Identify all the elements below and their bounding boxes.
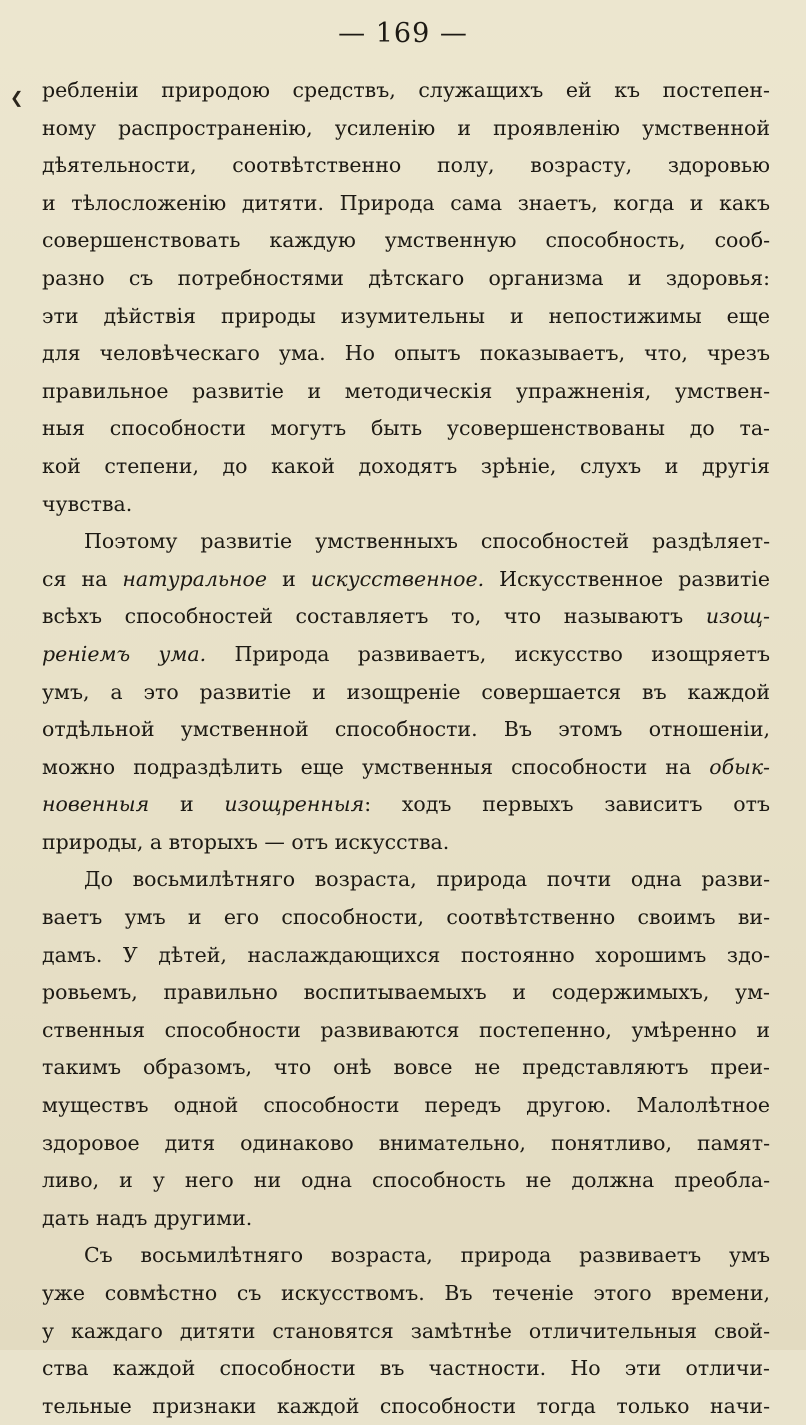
text-line: умъ, а это развитіе и изощреніе совершается въ каждой: [42, 679, 770, 704]
text-run: и: [149, 792, 225, 817]
text-line: ребленіи природою средствъ, служащихъ ей къ постепен-: [42, 78, 770, 102]
paragraph-start-line: Съ восьмилѣтняго возраста, природа развиваетъ умъ: [84, 1243, 770, 1268]
text-line: кой степени, до какой доходятъ зрѣніе, слухъ и другія: [42, 453, 770, 478]
text-line: такимъ образомъ, что онѣ вовсе не представляютъ преи-: [42, 1055, 770, 1080]
text-line: муществъ одной способности передъ другою. Малолѣтное: [42, 1093, 770, 1118]
page-number: — 169 —: [338, 18, 468, 49]
text-line: тельные признаки каждой способности тогда только начи-: [42, 1393, 770, 1418]
italic-term: новенныя: [42, 792, 150, 817]
text-line: правильное развитіе и методическія упражненія, умствен-: [42, 378, 770, 403]
body-text: [42, 72, 770, 1425]
text-line: отдѣльной умственной способности. Въ этомъ отношеніи,: [42, 717, 770, 742]
text-line: [42, 786, 770, 824]
text-run: Природа развиваетъ, искусство изощряетъ: [206, 641, 770, 666]
text-line: [42, 636, 770, 674]
paragraph-start-line: До восьмилѣтняго возраста, природа почти одна разви-: [84, 867, 770, 892]
text-line: у каждаго дитяти становятся замѣтнѣе отличительныя свой-: [42, 1318, 770, 1343]
text-line: природы, а вторыхъ — отъ искусства.: [42, 829, 450, 854]
text-line: ственныя способности развиваются постепенно, умѣренно и: [42, 1017, 770, 1042]
text-run: Искусственное развитіе: [484, 566, 770, 591]
text-run: и: [267, 566, 311, 591]
text-line: здоровое дитя одинаково внимательно, понятливо, памят-: [42, 1130, 770, 1155]
text-line: уже совмѣстно съ искусствомъ. Въ теченіе этого времени,: [42, 1281, 770, 1305]
text-line: дать надъ другими.: [42, 1205, 253, 1230]
text-line: [42, 598, 770, 636]
text-line: ному распространенію, усиленію и проявленію умственной: [42, 115, 770, 140]
text-line: [42, 749, 770, 787]
text-line: ровьемъ, правильно воспитываемыхъ и содержимыхъ, ум-: [42, 980, 770, 1005]
text-run: можно подраздѣлить еще умственныя способности на: [42, 754, 710, 779]
text-line: чувства.: [42, 491, 133, 516]
text-line: дамъ. У дѣтей, наслаждающихся постоянно хорошимъ здо-: [42, 942, 770, 967]
italic-term: реніемъ ума.: [42, 641, 207, 666]
italic-term: натуральное: [122, 566, 268, 591]
text-line: и тѣлосложенію дитяти. Природа сама знаетъ, когда и какъ: [42, 190, 770, 215]
text-line: разно съ потребностями дѣтскаго организма и здоровья:: [42, 265, 770, 290]
text-run: Поэтому развитіе умственныхъ способностей раздѣляет-: [84, 529, 770, 554]
italic-term: изощренныя: [224, 792, 365, 817]
text-line: эти дѣйствія природы изумительны и непостижимы еще: [42, 303, 770, 328]
italic-term: искусственное.: [310, 566, 485, 591]
text-line: ныя способности могутъ быть усовершенствованы до та-: [42, 416, 770, 441]
text-run: всѣхъ способностей составляетъ то, что называютъ: [42, 604, 706, 629]
italic-term: изощ-: [705, 604, 770, 629]
text-line: [42, 561, 770, 599]
text-line: для человѣческаго ума. Но опытъ показываетъ, что, чрезъ: [42, 341, 770, 366]
italic-term: обык-: [709, 754, 770, 779]
text-run: ся на: [42, 566, 123, 591]
text-run: : ходъ первыхъ зависитъ отъ: [364, 792, 770, 817]
text-line: ливо, и у него ни одна способность не должна преобла-: [42, 1168, 770, 1193]
text-line: совершенствовать каждую умственную способность, сооб-: [42, 228, 770, 253]
paragraph-start-line: [42, 523, 770, 561]
text-line: дѣятельности, соотвѣтственно полу, возрасту, здоровью: [42, 153, 770, 178]
margin-mark: ❮: [10, 88, 24, 107]
text-line: ваетъ умъ и его способности, соотвѣтственно своимъ ви-: [42, 905, 770, 930]
text-line: ства каждой способности въ частности. Но эти отличи-: [42, 1356, 770, 1381]
